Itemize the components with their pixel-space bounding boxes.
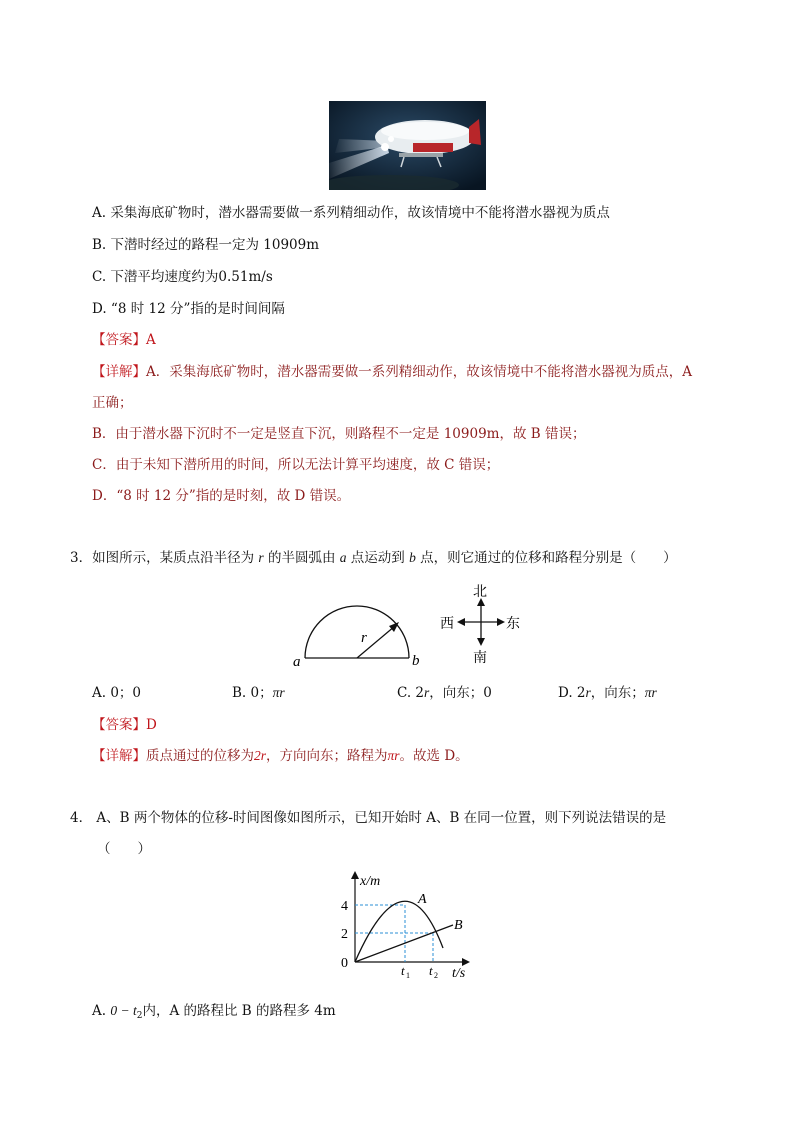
label-a: a (293, 654, 301, 670)
detail-text: ，方向向东；路程为 (266, 748, 388, 764)
option-expr-sub: 2 (136, 1011, 143, 1021)
q3-answer (92, 716, 157, 734)
q2-detail-d: D．“8 时 12 分”指的是时刻，故 D 错误。 (92, 488, 351, 504)
q3-option-c (397, 684, 492, 702)
x-axis-label: t/s (452, 966, 466, 980)
q3-option-d (558, 684, 657, 702)
label-r: r (361, 630, 367, 646)
arrow-south (477, 638, 485, 646)
detail-text: A．采集海底矿物时，潜水器需要做一系列精细动作，故该情境中不能将潜水器视为质点，A (146, 364, 692, 380)
detail-expr: 2r (254, 748, 267, 763)
q4-stem-paren: （ ） (97, 841, 151, 857)
label-west: 西 (440, 617, 454, 632)
q2-detail-a (92, 363, 692, 381)
option-text: C. 2 (397, 685, 425, 701)
q4-graph (328, 868, 478, 980)
option-text: ，向东；0 (429, 685, 492, 701)
answer-value: A (146, 332, 156, 348)
arrow-east (497, 618, 505, 626)
x-axis-arrow (462, 958, 470, 966)
tick-t1: t (401, 963, 405, 978)
submersible-photo (329, 101, 486, 190)
q3-option-a: A. 0；0 (92, 685, 142, 701)
q4-stem: 4． A、B 两个物体的位移-时间图像如图所示，已知开始时 A、B 在同一位置，则下列说法错误的是 (70, 810, 667, 826)
semicircle-arc (305, 606, 409, 658)
q2-option-c: C. 下潜平均速度约为0.51m/s (92, 269, 273, 285)
q2-detail-b: B．由于潜水器下沉时不一定是竖直下沉，则路程不一定是 10909m，故 B 错误； (92, 426, 586, 442)
answer-value: D (146, 717, 157, 733)
symbol-r: r (258, 550, 264, 565)
q2-option-b: B. 下潜时经过的路程一定为 10909m (92, 237, 320, 253)
tick-t1-sub: 1 (406, 971, 410, 980)
label-north: 北 (473, 585, 487, 600)
tick-4: 4 (341, 899, 348, 914)
q2-option-d: D. “8 时 12 分”指的是时间间隔 (92, 301, 285, 317)
option-expr: 0 − t (110, 1003, 137, 1018)
option-text: D. 2 (558, 685, 586, 701)
symbol-r: r (424, 685, 430, 700)
option-text: A. (92, 1003, 107, 1019)
tick-origin: 0 (341, 956, 348, 971)
tick-t2-sub: 2 (434, 971, 438, 980)
label-b: b (412, 653, 420, 669)
option-value: πr (644, 685, 657, 700)
y-axis-arrow (351, 871, 359, 879)
arrow-west (457, 618, 465, 626)
q3-detail (92, 747, 469, 765)
symbol-r: r (585, 685, 591, 700)
q2-detail-c: C．由于未知下潜所用的时间，所以无法计算平均速度，故 C 错误； (92, 457, 500, 473)
tick-t2: t (429, 963, 433, 978)
line-b (355, 925, 453, 962)
q3-figure (285, 576, 535, 671)
label-east: 东 (506, 617, 520, 632)
label-south: 南 (473, 651, 487, 666)
stem-text: 点运动到 (350, 550, 405, 566)
q2-detail-a-cont: 正确； (92, 395, 133, 411)
q4-option-a (92, 1002, 336, 1025)
q2-option-a: A. 采集海底矿物时，潜水器需要做一系列精细动作，故该情境中不能将潜水器视为质点 (92, 205, 610, 221)
option-value: πr (272, 685, 285, 700)
y-axis-label: x/m (360, 874, 381, 889)
detail-tag: 【详解】 (92, 748, 146, 764)
detail-expr: πr (387, 748, 400, 763)
answer-tag: 【答案】 (92, 717, 146, 733)
option-text: 内，A 的路程比 B 的路程多 4m (142, 1003, 336, 1019)
q2-answer (92, 331, 156, 349)
detail-text: 质点通过的位移为 (146, 748, 254, 764)
answer-tag: 【答案】 (92, 332, 146, 348)
q3-stem (70, 549, 677, 567)
tick-2: 2 (341, 927, 348, 942)
q3-option-b (232, 684, 285, 702)
option-text: ，向东； (590, 685, 645, 701)
symbol-b: b (409, 550, 416, 565)
symbol-a: a (339, 550, 347, 565)
label-line-b: B (454, 918, 463, 933)
stem-text: 3．如图所示，某质点沿半径为 (70, 550, 255, 566)
curve-a (355, 901, 443, 962)
stem-text: 点，则它通过的位移和路程分别是（ ） (420, 550, 677, 566)
detail-tag: 【详解】 (92, 364, 146, 380)
stem-text: 的半圆弧由 (267, 550, 336, 566)
label-curve-a: A (418, 892, 427, 907)
option-text: B. 0； (232, 685, 273, 701)
detail-text: 。故选 D。 (399, 748, 469, 764)
